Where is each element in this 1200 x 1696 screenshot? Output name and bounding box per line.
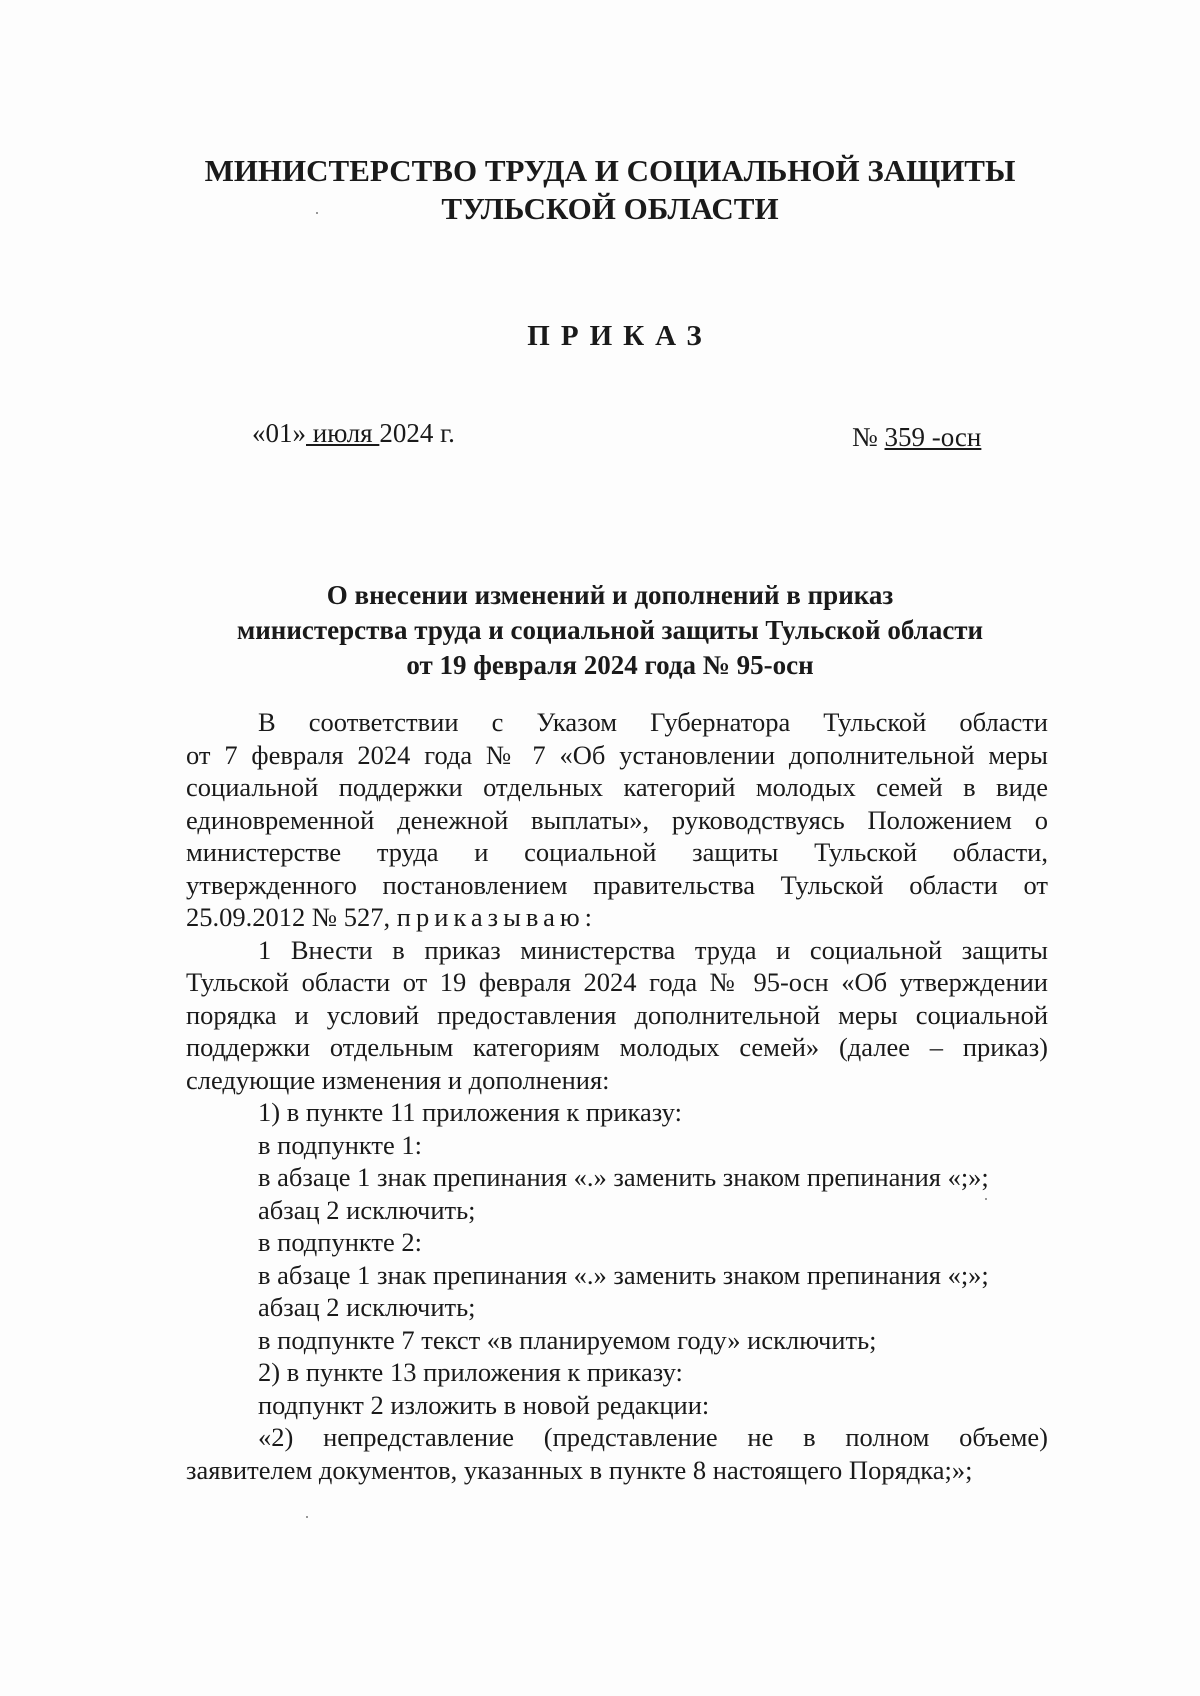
- number-prefix: №: [852, 422, 885, 452]
- order-body: [186, 706, 1048, 1486]
- body-line: следующие изменения и дополнения:: [186, 1064, 610, 1095]
- body-line: единовременной денежной выплаты», руководствуясь Положением о: [186, 804, 1048, 835]
- subject-line-2: министерства труда и социальной защиты Тульской области: [236, 615, 984, 645]
- body-line: В соответствии с Указом Губернатора Тульской области: [258, 707, 1048, 737]
- amendment-item: в подпункте 1:: [258, 1129, 423, 1160]
- body-line: Тульской области от 19 февраля 2024 года № 95-осн «Об утверждении: [186, 967, 1048, 997]
- scan-speck: [306, 1516, 308, 1518]
- amendment-item: в абзаце 1 знак препинания «.» заменить знаком препинания «;»;: [258, 1162, 989, 1192]
- order-subject: [180, 578, 1040, 683]
- body-line-part: 25.09.2012 № 527,: [186, 902, 397, 932]
- quoted-text-line: заявителем документов, указанных в пункте 8 настоящего Порядка;»;: [186, 1454, 973, 1485]
- amendment-item: 1) в пункте 11 приложения к приказу:: [258, 1097, 682, 1127]
- amendment-item: подпункт 2 изложить в новой редакции:: [258, 1389, 710, 1420]
- date-day: «01»: [252, 418, 306, 448]
- subject-line-3: от 19 февраля 2024 года № 95-осн: [406, 650, 814, 680]
- body-line: утвержденного постановлением правительства Тульской области от: [186, 869, 1048, 900]
- body-line: 1 Внести в приказ министерства труда и социальной защиты: [258, 934, 1048, 965]
- body-line: порядка и условий предоставления дополнительной меры социальной: [186, 999, 1048, 1030]
- order-number: [852, 422, 981, 453]
- ministry-line-1: МИНИСТЕРСТВО ТРУДА И СОЦИАЛЬНОЙ ЗАЩИТЫ: [204, 153, 1016, 188]
- body-line: [186, 901, 1048, 934]
- amendment-item: в абзаце 1 знак препинания «.» заменить знаком препинания «;»;: [258, 1259, 989, 1290]
- scan-speck: [985, 1198, 987, 1200]
- amendment-item: в подпункте 2:: [258, 1227, 423, 1257]
- amendment-item: абзац 2 исключить;: [258, 1194, 476, 1225]
- scan-speck: [316, 212, 318, 214]
- body-line: поддержки отдельным категориям молодых семей» (далее – приказ): [186, 1032, 1048, 1062]
- document-type-title: ПРИКАЗ: [527, 320, 713, 352]
- ministry-line-2: ТУЛЬСКОЙ ОБЛАСТИ: [441, 191, 779, 226]
- quoted-text-line: «2) непредставление (представление не в полном объеме): [258, 1422, 1048, 1452]
- body-line: от 7 февраля 2024 года № 7 «Об установлении дополнительной меры: [186, 739, 1048, 770]
- date-year: 2024 г.: [379, 418, 455, 448]
- body-line: министерстве труда и социальной защиты Тульской области,: [186, 837, 1048, 867]
- subject-line-1: О внесении изменений и дополнений в приказ: [326, 580, 894, 610]
- amendment-item: 2) в пункте 13 приложения к приказу:: [258, 1357, 683, 1387]
- date-month: июля: [306, 418, 380, 448]
- number-value: 359 -осн: [884, 422, 982, 452]
- order-date: [252, 418, 455, 449]
- body-line: социальной поддержки отдельных категорий молодых семей в виде: [186, 772, 1048, 802]
- amendment-item: в подпункте 7 текст «в планируемом году» исключить;: [258, 1324, 877, 1355]
- amendment-item: абзац 2 исключить;: [258, 1292, 476, 1322]
- order-command-word: приказываю:: [396, 902, 598, 932]
- ministry-header: [180, 152, 1040, 228]
